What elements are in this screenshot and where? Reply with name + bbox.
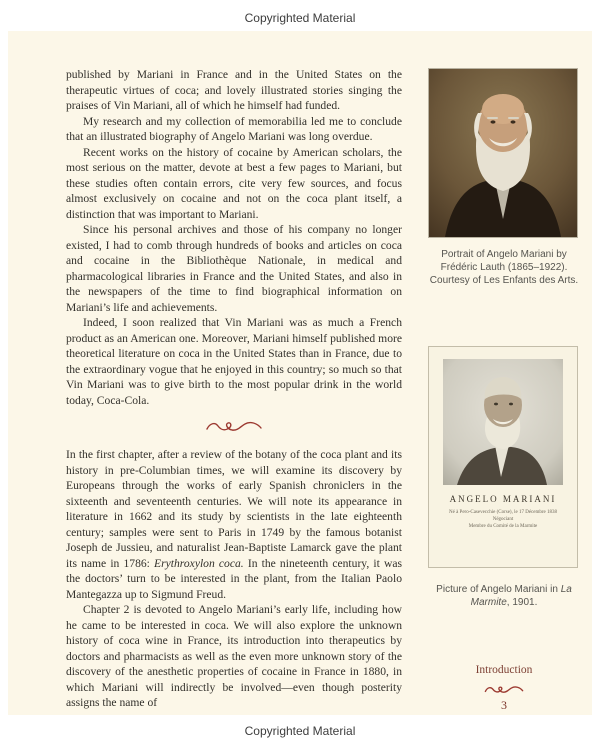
flourish-ornament-icon: [484, 682, 524, 699]
text-run: In the nineteenth century, it was the doctors’ turn to be interested in the plant, from the Italian Paolo Mantegazza up to Sigmund Freud.: [66, 556, 402, 601]
paragraph: [66, 447, 402, 602]
paragraph: Indeed, I soon realized that Vin Mariani was as much a French product as an American one. Moreover, Mariani himself published more theoretical literature on coca in the United States than in France, due to the extraordinary vogue that he enjoyed in this country; so much so that Vin Mariani was to give birth to the most popular drink in the world today, Coca-Cola.: [66, 316, 402, 407]
text-run: , 1901.: [506, 597, 538, 608]
portrait-painting-image: [429, 69, 577, 237]
main-text-column: [66, 67, 402, 711]
paragraph: Since his personal archives and those of his company no longer existed, I had to comb through hundreds of books and articles on coca and cocaine in the Bibliothèque Nationale, in medical and pharmacological libraries in France and the United States, and also in the newspapers of the time to find biographical information on Mariani’s life and achievements.: [66, 223, 402, 314]
profile-photo-image: [443, 359, 563, 485]
copyright-watermark-top: Copyrighted Material: [244, 11, 356, 25]
photo-plate-subtitle-line: Négociant: [492, 517, 514, 522]
italic-text-run: La Marmite: [470, 584, 572, 608]
running-footer-section: Introduction: [475, 664, 533, 676]
footer-flourish-ornament: [428, 682, 580, 694]
text-run: Picture of Angelo Mariani in: [436, 584, 561, 595]
paragraph: Recent works on the history of cocaine by American scholars, the most serious on the matter, devote at best a few pages to Mariani, but these studies often contain errors, cite very few sources, and focus almost exclusively on cocaine and not on the coca plant itself, a distinction that was important to Mariani.: [66, 145, 402, 221]
figure-column: [428, 68, 580, 715]
photo-plate-subtitle-line: Né à Pero-Casevecchie (Corse), le 17 Décembre 1838: [448, 510, 557, 515]
flourish-ornament-icon: [205, 424, 263, 437]
photo-caption: [428, 583, 580, 609]
section-divider: [66, 420, 402, 436]
copyright-watermark-bottom: Copyrighted Material: [244, 724, 356, 738]
photo-plate-subtitle-line: Membre du Comité de la Marmite: [468, 524, 538, 529]
portrait-painting-figure: [428, 68, 578, 238]
portrait-caption: Portrait of Angelo Mariani by Frédéric Lauth (1865–1922). Courtesy of Les Enfants des Arts.: [429, 249, 579, 286]
photo-plate-subtitle: [429, 509, 577, 530]
paragraph: published by Mariani in France and in the United States on the therapeutic virtues of coca; and lovely illustrated stories singing the praises of Vin Mariani, all of which he himself had funded.: [66, 68, 402, 112]
book-page: [8, 31, 592, 715]
italic-text-run: Erythroxylon coca.: [154, 556, 244, 570]
paragraph: Chapter 2 is devoted to Angelo Mariani’s early life, including how he came to be interested in coca. We will also explore the unknown history of coca wine in France, its introduction into therapeutics by doctors and pharmacists as well as the even more unknown story of the discovery of the anesthetic properties of cocaine in France in 1880, in which Mariani will indirectly be involved—even though posterity assigns the name of: [66, 603, 402, 709]
text-run: In the first chapter, after a review of the botany of the coca plant and its history in pre-Columbian times, we will examine its discovery by Europeans through the works of early Spanish chroniclers in the sixteenth and seventeenth centuries. We will note its appearance in literature in 1662 and its study by scientists in the late eighteenth century; samples were sent to Paris in 1749 by the famous botanist Joseph de Jussieu, and naturalist Jean-Baptiste Lamarck gave the plant its name in 1786:: [66, 448, 402, 570]
photo-plate-title: ANGELO MARIANI: [449, 494, 557, 504]
paragraph: My research and my collection of memorabilia led me to conclude that an illustrated biography of Angelo Mariani was long overdue.: [66, 114, 402, 143]
page-number: 3: [501, 698, 507, 712]
profile-photo-figure: [428, 346, 578, 568]
